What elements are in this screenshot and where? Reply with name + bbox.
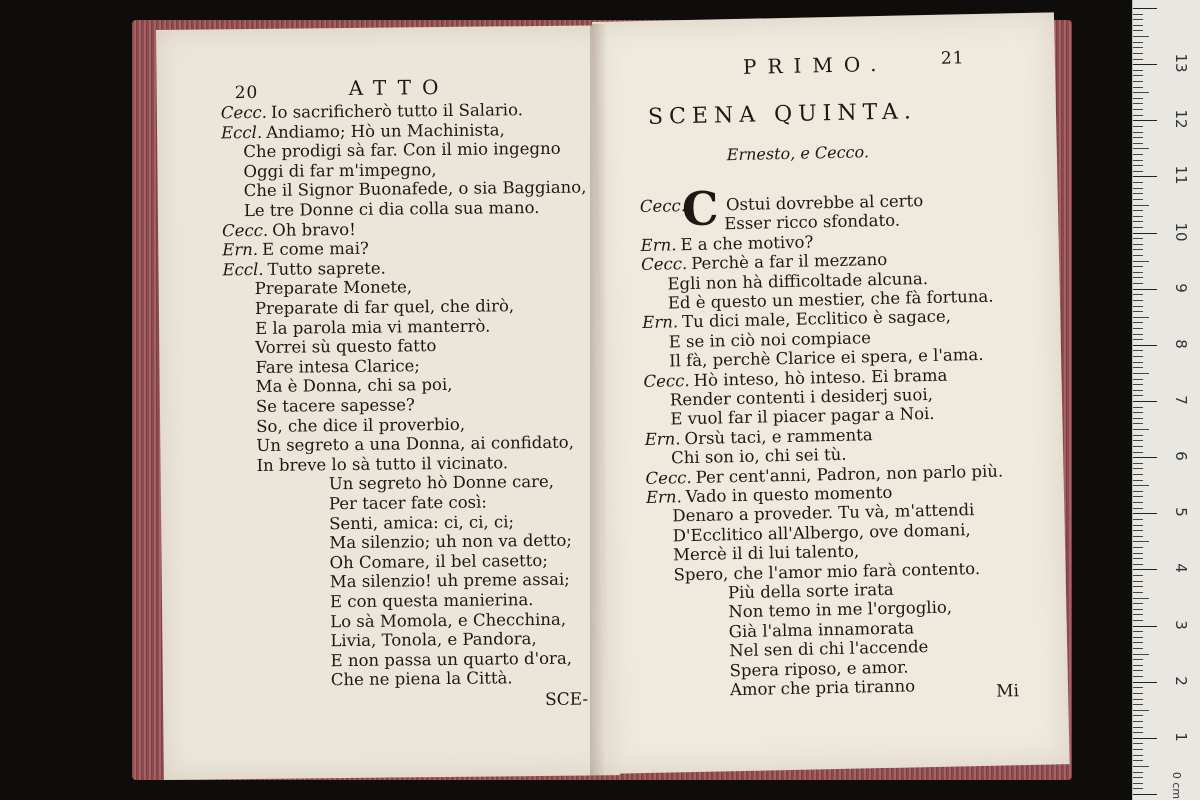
page-number-left: 20 <box>234 82 259 104</box>
ruler-tick <box>1133 452 1143 453</box>
ruler-number: 6 <box>1172 451 1190 461</box>
verse-text: So, che dice il proverbio, <box>256 414 466 436</box>
ruler-tick <box>1133 345 1157 346</box>
ruler-tick <box>1133 575 1143 576</box>
verse-text: Ma silenzio! uh preme assai; <box>329 570 570 592</box>
ruler-tick <box>1133 727 1143 728</box>
text-line <box>730 676 916 700</box>
ruler-tick <box>1133 36 1149 37</box>
verse-text: Livia, Tonola, e Pandora, <box>330 629 537 651</box>
page-number-right: 21 <box>940 48 965 69</box>
ruler-number: 3 <box>1172 619 1190 630</box>
verse-text: E a che motivo? <box>680 232 814 254</box>
ruler-number: 12 <box>1172 109 1190 129</box>
ruler-tick <box>1133 98 1143 99</box>
ruler-tick <box>1133 474 1143 475</box>
speaker-label: Cecc. <box>640 254 688 275</box>
verse-text: Che il Signor Buonafede, o sia Baggiano, <box>243 177 587 201</box>
verse-text: Mercè il di lui talento, <box>672 541 860 565</box>
ruler-tick <box>1133 569 1157 570</box>
ruler-tick <box>1133 126 1143 127</box>
ruler-tick <box>1133 75 1143 76</box>
verse-text: Preparate Monete, <box>254 277 413 299</box>
ruler-tick <box>1133 687 1143 688</box>
verse-text: E se in ciò noi compiace <box>668 328 872 352</box>
ruler-tick <box>1133 272 1143 273</box>
verse-text: Spera riposo, e amor. <box>729 657 909 680</box>
verse-text: Orsù taci, e rammenta <box>684 425 873 448</box>
ruler-tick <box>1133 373 1149 374</box>
verse-text: Ostui dovrebbe al certo <box>725 191 924 215</box>
ruler-tick <box>1133 334 1143 335</box>
verse-text: Chi son io, chi sei tù. <box>670 444 847 468</box>
text-line <box>255 356 420 378</box>
ruler-tick <box>1133 693 1143 694</box>
ruler-tick <box>1133 42 1143 43</box>
ruler-tick <box>1133 160 1143 161</box>
ruler-tick <box>1133 491 1143 492</box>
verse-text: E la parola mia vi manterrò. <box>255 316 491 338</box>
ruler-tick <box>1133 109 1143 110</box>
ruler-tick <box>1133 480 1143 481</box>
ruler-tick <box>1133 205 1149 206</box>
verse-text: Già l'alma innamorata <box>728 618 915 642</box>
ruler-tick <box>1133 143 1143 144</box>
verse-text: Che ne piena la Città. <box>330 668 513 690</box>
ruler-tick <box>1133 788 1143 789</box>
ruler-number: 8 <box>1172 339 1190 349</box>
ruler-tick <box>1133 210 1143 211</box>
ruler-tick <box>1133 25 1143 26</box>
ruler-tick <box>1133 64 1157 65</box>
ruler-number: 5 <box>1172 507 1190 518</box>
text-line <box>329 472 554 494</box>
ruler-tick <box>1133 221 1143 222</box>
ruler-tick <box>1133 339 1143 340</box>
verse-text: Ed è questo un mestier, che fà fortuna. <box>667 286 994 313</box>
ruler-tick <box>1133 216 1143 217</box>
ruler-tick <box>1133 70 1143 71</box>
ruler-tick <box>1133 513 1157 514</box>
ruler-tick <box>1133 401 1157 402</box>
ruler-tick <box>1133 794 1157 795</box>
text-line <box>243 139 561 162</box>
ruler-tick <box>1133 148 1149 149</box>
ruler-tick <box>1133 743 1143 744</box>
ruler-tick <box>1133 182 1143 183</box>
text-line <box>256 414 465 436</box>
verse-text: Preparate di far quel, che dirò, <box>254 296 515 318</box>
ruler-tick <box>1133 165 1143 166</box>
ruler-number: 2 <box>1172 675 1190 686</box>
ruler-tick <box>1133 328 1143 329</box>
ruler-tick <box>1133 603 1143 604</box>
ruler-tick <box>1133 468 1143 469</box>
ruler-tick <box>1133 19 1143 20</box>
ruler-tick <box>1133 755 1143 756</box>
ruler-tick <box>1133 277 1143 278</box>
ruler-tick <box>1133 418 1143 419</box>
speaker-label: Ern. <box>644 429 681 449</box>
ruler-tick <box>1133 435 1143 436</box>
speaker-label: Cecc. <box>643 370 690 391</box>
ruler-tick <box>1133 244 1143 245</box>
ruler-tick <box>1133 317 1149 318</box>
ruler-tick <box>1133 176 1157 177</box>
verse-text: Le tre Donne ci dia colla sua mano. <box>243 197 540 221</box>
ruler-tick <box>1133 440 1143 441</box>
speaker-label: Ern. <box>640 235 677 255</box>
verse-text: Amor che pria tiranno <box>729 676 916 700</box>
ruler-tick <box>1133 496 1143 497</box>
text-line <box>724 211 900 235</box>
ruler-tick <box>1133 384 1143 385</box>
ruler-tick <box>1133 132 1143 133</box>
text-line <box>256 375 453 397</box>
ruler-tick <box>1133 261 1149 262</box>
speaker-label: Eccl. <box>222 259 264 280</box>
verse-text: Denaro a proveder. Tu và, m'attendi <box>672 500 975 526</box>
ruler-tick <box>1133 592 1143 593</box>
verse-text: Un segreto a una Donna, ai confidato, <box>256 432 575 456</box>
ruler-tick <box>1133 30 1143 31</box>
speaker-label: Cecc. <box>220 102 268 123</box>
scene-title: SCENA QUINTA. <box>647 99 918 130</box>
ruler-tick <box>1133 704 1143 705</box>
ruler-tick <box>1133 772 1143 773</box>
ruler-tick <box>1133 47 1143 48</box>
ruler-tick <box>1133 407 1143 408</box>
ruler-tick <box>1133 525 1143 526</box>
ruler-number: 4 <box>1172 563 1190 574</box>
scene-persons: Ernesto, e Cecco. <box>726 142 870 165</box>
verse-text: Un segreto hò Donne care, <box>328 472 555 494</box>
verse-text: E con questa manierina. <box>329 590 534 612</box>
ruler-tick <box>1133 356 1143 357</box>
verse-text: Più della sorte irata <box>727 579 894 603</box>
verse-text: Per cent'anni, Padron, non parlo più. <box>695 461 1004 487</box>
ruler-tick <box>1133 598 1149 599</box>
ruler-tick <box>1133 115 1143 116</box>
verse-text: E vuol far il piacer pagar a Noi. <box>670 404 935 429</box>
ruler-tick <box>1133 530 1143 531</box>
ruler-unit: 0 cm <box>1170 771 1184 800</box>
speaker-label: Ern. <box>645 487 682 507</box>
verse-text: Andiamo; Hò un Machinista, <box>266 119 505 142</box>
ruler-tick <box>1133 659 1143 660</box>
text-line <box>222 258 385 280</box>
ruler-tick <box>1133 120 1157 121</box>
ruler-tick <box>1133 227 1143 228</box>
ruler-tick <box>1133 8 1157 9</box>
ruler-tick <box>1133 188 1143 189</box>
speaker-label: Cecc. <box>645 467 692 488</box>
ruler-tick <box>1133 620 1143 621</box>
verse-text: Se tacere sapesse? <box>255 395 415 416</box>
verse-text: Non temo in me l'orgoglio, <box>728 597 953 622</box>
ruler-tick <box>1133 749 1143 750</box>
verse-text: Senti, amica: ci, ci, ci; <box>329 511 515 533</box>
ruler-tick <box>1133 614 1143 615</box>
ruler-tick <box>1133 59 1143 60</box>
ruler-tick <box>1133 103 1143 104</box>
running-head-right: PRIMO. <box>742 51 888 79</box>
ruler-tick <box>1133 463 1143 464</box>
ruler-tick <box>1133 266 1143 267</box>
ruler-number: 1 <box>1172 732 1190 742</box>
text-line <box>244 198 540 221</box>
ruler-tick <box>1133 249 1143 250</box>
ruler-tick <box>1133 137 1143 138</box>
ruler-tick <box>1133 311 1143 312</box>
verse-text: Io sacrificherò tutto il Salario. <box>270 100 524 122</box>
ruler-tick <box>1133 654 1149 655</box>
verse-text: Perchè a far il mezzano <box>691 250 888 274</box>
verse-text: Per tacer fate così: <box>328 492 487 514</box>
ruler-tick <box>1133 682 1157 683</box>
ruler-tick <box>1133 233 1157 234</box>
ruler-tick <box>1133 289 1157 290</box>
text-line <box>329 493 487 515</box>
ruler-tick <box>1133 558 1143 559</box>
ruler-tick <box>1133 306 1143 307</box>
text-line <box>256 395 415 417</box>
ruler-number: 11 <box>1172 165 1190 185</box>
ruler-tick <box>1133 626 1157 627</box>
ruler-tick <box>1133 777 1143 778</box>
ruler-tick <box>1133 547 1143 548</box>
ruler-tick <box>1133 648 1143 649</box>
verse-text: Il fà, perchè Clarice ei spera, e l'ama. <box>668 345 984 371</box>
verse-text: Egli non hà difficoltade alcuna. <box>667 268 929 294</box>
ruler-tick <box>1133 586 1143 587</box>
ruler-tick <box>1133 732 1143 733</box>
verse-text: Vado in questo momento <box>685 482 893 507</box>
ruler-tick <box>1133 154 1143 155</box>
ruler-tick <box>1133 699 1143 700</box>
text-line <box>329 512 514 534</box>
catchword-right: Mi <box>995 681 1020 702</box>
ruler-tick <box>1133 609 1143 610</box>
ruler-tick <box>1133 502 1143 503</box>
text-line <box>255 336 436 358</box>
verse-text: Fare intesa Clarice; <box>255 356 421 377</box>
catchword-left: SCE- <box>544 689 589 710</box>
verse-text: Oh bravo! <box>272 219 356 240</box>
speaker-label: Eccl. <box>220 122 263 142</box>
ruler-tick <box>1133 721 1143 722</box>
text-line <box>331 648 573 671</box>
ruler-tick <box>1133 766 1149 767</box>
ruler-tick <box>1133 238 1143 239</box>
text-line <box>222 239 369 261</box>
ruler-tick <box>1133 199 1143 200</box>
ruler-tick <box>1133 412 1143 413</box>
right-page <box>592 12 1070 774</box>
ruler-tick <box>1133 171 1143 172</box>
text-line <box>222 220 356 241</box>
ruler-tick <box>1133 564 1143 565</box>
text-line <box>331 669 513 691</box>
ruler-tick <box>1133 255 1143 256</box>
ruler-number: 7 <box>1172 395 1190 405</box>
ruler-tick <box>1133 322 1143 323</box>
ruler-tick <box>1133 81 1143 82</box>
verse-text: Oh Comare, il bel casetto; <box>329 550 548 573</box>
verse-text: Tu dici male, Ecclitico è sagace, <box>681 306 952 332</box>
ruler-number: 9 <box>1172 282 1190 293</box>
ruler-tick <box>1133 283 1143 284</box>
left-page <box>156 25 620 780</box>
text-line <box>330 590 534 612</box>
verse-text: E come mai? <box>262 238 369 260</box>
ruler-tick <box>1133 783 1143 784</box>
speaker-label: Ern. <box>222 240 259 260</box>
ruler-tick <box>1133 446 1143 447</box>
verse-text: Vorrei sù questo fatto <box>255 336 437 358</box>
ruler-tick <box>1133 760 1143 761</box>
text-line <box>243 160 436 182</box>
verse-text: In breve lo sà tutto il vicinato. <box>256 453 509 475</box>
ruler-tick <box>1133 676 1143 677</box>
ruler-tick <box>1133 14 1143 15</box>
speaker-label: Cecc. <box>222 220 269 240</box>
ruler-tick <box>1133 362 1143 363</box>
ruler-tick <box>1133 294 1143 295</box>
ruler-tick <box>1133 553 1143 554</box>
ruler-tick <box>1133 395 1143 396</box>
verse-text: Tutto saprete. <box>267 258 386 279</box>
verse-text: D'Ecclitico all'Albergo, ove domani, <box>672 519 971 546</box>
drop-cap: C <box>681 181 720 237</box>
verse-text: Esser ricco sfondato. <box>724 210 901 234</box>
ruler-tick <box>1133 710 1149 711</box>
verse-text: Ma è Donna, chi sa poi, <box>255 375 453 397</box>
ruler-tick <box>1133 457 1157 458</box>
ruler-tick <box>1133 738 1157 739</box>
ruler-tick <box>1133 485 1149 486</box>
verse-text: Render contenti i desiderj suoi, <box>669 384 934 410</box>
ruler-tick <box>1133 665 1143 666</box>
verse-text: Hò inteso, hò inteso. Ei brama <box>693 365 948 390</box>
ruler-number: 10 <box>1172 222 1190 242</box>
ruler-tick <box>1133 390 1143 391</box>
text-line <box>256 433 574 456</box>
ruler-tick <box>1133 53 1143 54</box>
ruler-tick <box>1133 379 1143 380</box>
ruler-tick <box>1133 350 1143 351</box>
verse-text: Lo sà Momola, e Checchina, <box>330 609 567 631</box>
ruler-tick <box>1133 642 1143 643</box>
ruler-tick <box>1133 429 1149 430</box>
ruler-tick <box>1133 87 1143 88</box>
ruler-tick <box>1133 193 1143 194</box>
text-line <box>330 629 536 651</box>
verse-text: Che prodigi sà far. Con il mio ingegno <box>243 138 561 162</box>
ruler-tick <box>1133 670 1143 671</box>
verse-text: Ma silenzio; uh non va detto; <box>329 530 572 553</box>
ruler-tick <box>1133 92 1149 93</box>
running-head-left: ATTO <box>348 74 450 100</box>
ruler-tick <box>1133 300 1143 301</box>
text-line <box>330 570 570 593</box>
verse-text: Spero, che l'amor mio farà contento. <box>673 558 981 585</box>
ruler-tick <box>1133 536 1143 537</box>
measuring-ruler <box>1132 0 1200 800</box>
ruler-tick <box>1133 541 1149 542</box>
ruler-tick <box>1133 581 1143 582</box>
ruler-number: 13 <box>1172 53 1190 73</box>
ruler-tick <box>1133 367 1143 368</box>
ruler-tick <box>1133 423 1143 424</box>
ruler-tick <box>1133 631 1143 632</box>
ruler-tick <box>1133 519 1143 520</box>
ruler-tick <box>1133 715 1143 716</box>
speaker-label: Cecc. <box>639 196 687 217</box>
verse-text: E non passa un quarto d'ora, <box>330 648 573 671</box>
speaker-label: Ern. <box>642 312 679 333</box>
ruler-tick <box>1133 637 1143 638</box>
ruler-tick <box>1133 508 1143 509</box>
text-line <box>255 278 413 300</box>
verse-text: Oggi di far m'impegno, <box>243 159 437 181</box>
text-line <box>255 316 490 338</box>
verse-text: Nel sen di chi l'accende <box>729 637 929 661</box>
